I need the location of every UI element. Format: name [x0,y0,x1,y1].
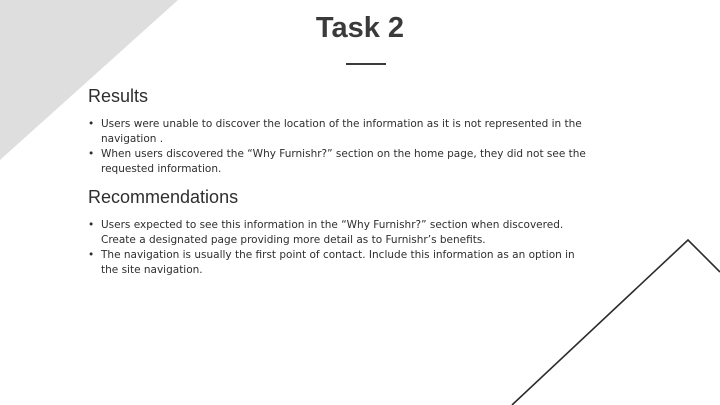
title-underline [346,63,386,65]
slide-title: Task 2 [315,12,405,44]
recommendations-heading: Recommendations [88,187,239,207]
recommendations-list [88,218,588,278]
recommendations-section [88,187,588,278]
results-item: • Users were unable to discover the location of the information as it is not represented in the navigation . [88,117,588,147]
results-heading: Results [88,86,149,106]
recommendations-item: • The navigation is usually the first point of contact. Include this information as an option in the site navigation. [88,248,588,278]
results-item: • When users discovered the “Why Furnishr?” section on the home page, they did not see the requested information. [88,147,588,177]
recommendations-item: • Users expected to see this information in the “Why Furnishr?” section when discovered. Create a designated page providing more detail as to Furnishr’s benefits. [88,218,588,248]
results-section [88,86,588,177]
results-list [88,117,588,177]
